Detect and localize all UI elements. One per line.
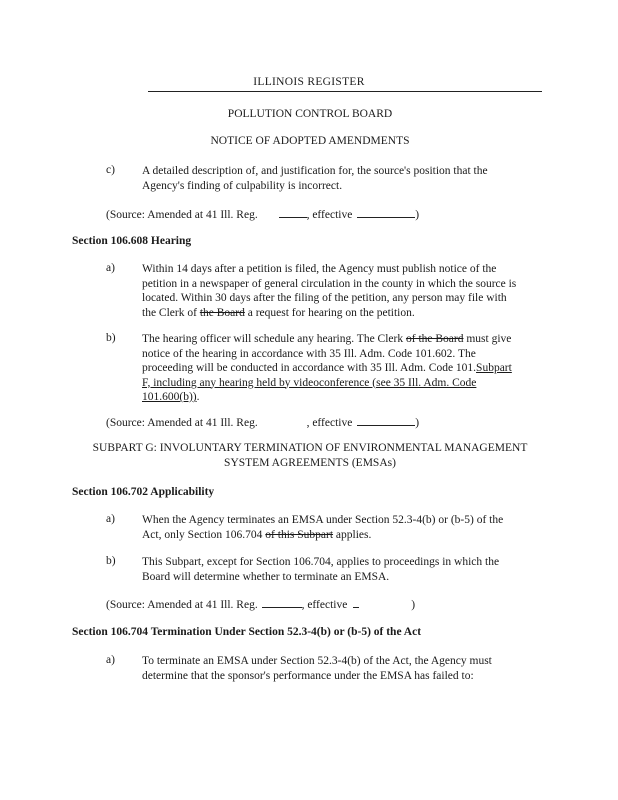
text-line: 101.600(b)).	[142, 391, 200, 403]
text-line: When the Agency terminates an EMSA under Section 52.3-4(b) or (b-5) of the	[142, 514, 504, 526]
text-line: the Clerk of the Board a request for hearing on the petition.	[142, 306, 415, 319]
text-line: Within 14 days after a petition is filed, the Agency must publish notice of the	[142, 263, 497, 275]
text-line: proceeding will be conducted in accordance with 35 Ill. Adm. Code 101.Subpart	[142, 362, 512, 374]
text-line	[142, 376, 542, 391]
item-label: a)	[106, 654, 115, 666]
subpart-heading: SUBPART G: INVOLUNTARY TERMINATION OF ENVIRONMENTAL MANAGEMENT	[92, 442, 528, 454]
added-text: Subpart	[476, 362, 512, 374]
board-title: POLLUTION CONTROL BOARD	[227, 108, 393, 120]
section-heading: Section 106.608 Hearing	[72, 235, 192, 247]
subpart-heading: SYSTEM AGREEMENTS (EMSAs)	[224, 457, 396, 469]
source-note: (Source: Amended at 41 Ill. Reg. , effective )	[106, 417, 420, 429]
source-note: (Source: Amended at 41 Ill. Reg. , effective )	[106, 599, 416, 611]
register-title: ILLINOIS REGISTER	[253, 76, 365, 88]
text-line: A detailed description of, and justification for, the source's position that the	[142, 165, 488, 177]
text-line: petition in a newspaper of general circulation in the county in which the source is	[142, 277, 517, 290]
blank-field	[357, 415, 415, 426]
deleted-text: of the Board	[405, 333, 464, 345]
text-line: notice of the hearing in accordance with 35 Ill. Adm. Code 101.602. The	[142, 347, 476, 360]
section-heading: Section 106.702 Applicability	[72, 486, 215, 498]
item-704a-text	[142, 654, 542, 683]
item-label: a)	[106, 262, 115, 274]
added-text: 101.600(b))	[142, 391, 197, 403]
item-label: a)	[106, 513, 115, 525]
text-line: Act, only Section 106.704 of this Subpart applies.	[142, 528, 372, 541]
deleted-text: of this Subpart	[265, 528, 334, 541]
text-line: located. Within 30 days after the filing of the petition, any person may file with	[142, 292, 507, 304]
text-line: This Subpart, except for Section 106.704, applies to proceedings in which the	[142, 556, 500, 568]
text-line: Agency's finding of culpability is incorrect.	[142, 179, 343, 192]
text-line: determine that the sponsor's performance under the EMSA has failed to:	[142, 669, 474, 682]
text-line: To terminate an EMSA under Section 52.3-4(b) of the Act, the Agency must	[142, 655, 492, 667]
item-702a-text	[142, 513, 542, 542]
blank-field	[279, 207, 307, 218]
source-note: (Source: Amended at 41 Ill. Reg. , effective )	[106, 209, 420, 221]
item-702b-text	[142, 555, 542, 584]
blank-field	[262, 597, 302, 608]
item-608a-text	[142, 262, 542, 320]
blank-field	[353, 597, 359, 608]
text-line: The hearing officer will schedule any hearing. The Clerk of the Board must give	[142, 333, 512, 345]
section-heading: Section 106.704 Termination Under Section 52.3-4(b) or (b-5) of the Act	[72, 626, 422, 638]
deleted-text: the Board	[199, 306, 245, 319]
blank-field	[357, 207, 415, 218]
item-c-text	[142, 164, 542, 193]
header-rule	[148, 91, 542, 92]
item-608b-text	[142, 332, 542, 405]
item-label: b)	[106, 332, 116, 344]
text-line: Board will determine whether to terminate an EMSA.	[142, 570, 390, 583]
added-text: F, including any hearing held by videoconference (see 35 Ill. Adm. Code	[142, 376, 477, 389]
item-label: b)	[106, 555, 116, 567]
notice-title: NOTICE OF ADOPTED AMENDMENTS	[210, 135, 410, 147]
item-label: c)	[106, 164, 115, 176]
